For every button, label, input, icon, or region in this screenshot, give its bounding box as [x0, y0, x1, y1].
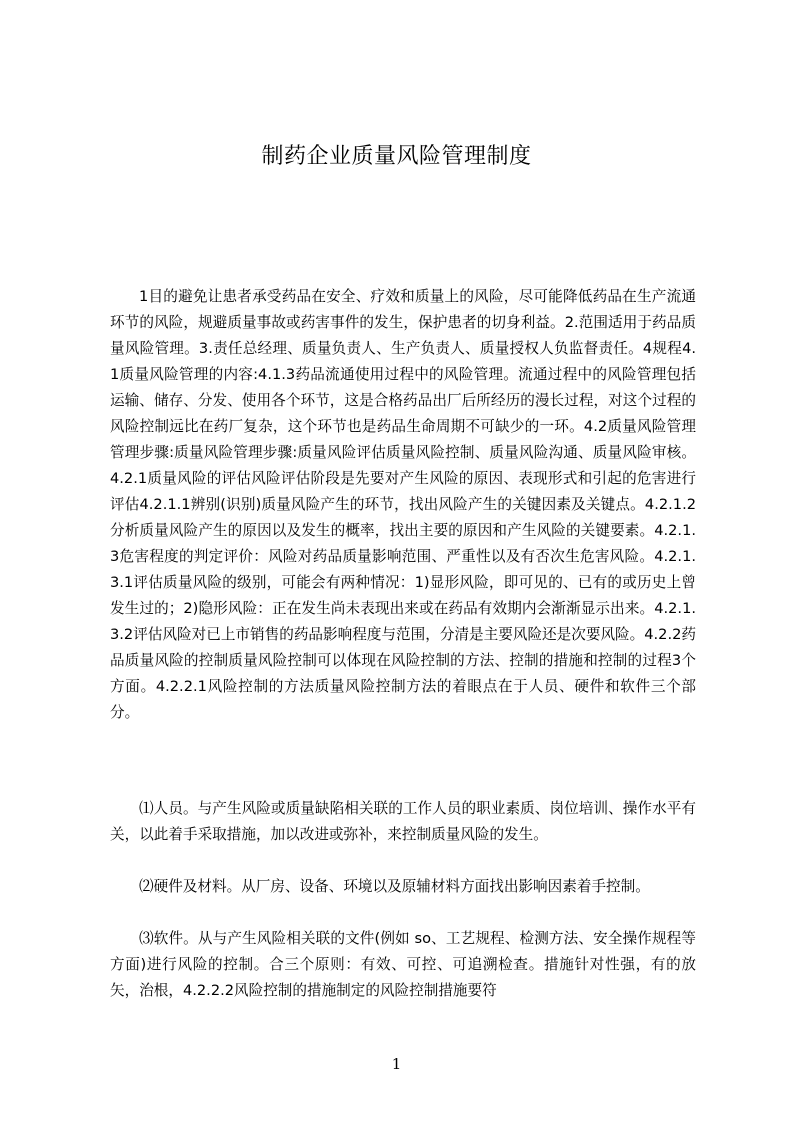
paragraph-main: 1目的避免让患者承受药品在安全、疗效和质量上的风险，尽可能降低药品在生产流通环节的风险，规避质量事故或药害事件的发生，保护患者的切身利益。2.范围适用于药品质量风险管理。3.责任总经理、质量负责人、生产负责人、质量授权人负监督责任。4规程4.1质量风险管理的内容:4.1.3药品流通使用过程中的风险管理。流通过程中的风险管理包括运输、储存、分发、使用各个环节，这是合格药品出厂后所经历的漫长过程，对这个过程的风险控制远比在药厂复杂，这个环节也是药品生命周期不可缺少的一环。4.2质量风险管理管理步骤:质量风险管理步骤:质量风险评估质量风险控制、质量风险沟通、质量风险审核。4.2.1质量风险的评估风险评估阶段是先要对产生风险的原因、表现形式和引起的危害进行评估4.2.1.1辨别(识别)质量风险产生的环节，找出风险产生的关键因素及关键点。4.2.1.2分析质量风险产生的原因以及发生的概率，找出主要的原因和产生风险的关键要素。4.2.1.3危害程度的判定评价：风险对药品质量影响范围、严重性以及有否次生危害风险。4.2.1.3.1评估质量风险的级别，可能会有两种情况：1)显形风险，即可见的、已有的或历史上曾发生过的；2)隐形风险：正在发生尚未表现出来或在药品有效期内会渐渐显示出来。4.2.1.3.2评估风险对已上市销售的药品影响程度与范围，分清是主要风险还是次要风险。4.2.2药品质量风险的控制质量风险控制可以体现在风险控制的方法、控制的措施和控制的过程3个方面。4.2.2.1风险控制的方法质量风险控制方法的着眼点在于人员、硬件和软件三个部分。 [110, 288, 696, 721]
paragraph-hardware: ⑵硬件及材料。从厂房、设备、环境以及原辅材料方面找出影响因素着手控制。 [139, 878, 650, 895]
page-number: 1 [391, 1055, 402, 1073]
document-title: 制药企业质量风险管理制度 [261, 144, 532, 169]
paragraph-software: ⑶软件。从与产生风险相关联的文件(例如 so、工艺规程、检测方法、安全操作规程等方面)进行风险的控制。合三个原则：有效、可控、可追溯检查。措施针对性强，有的放矢，治根，4.2.2.2风险控制的措施制定的风险控制措施要符 [110, 930, 696, 999]
paragraph-personnel: ⑴人员。与产生风险或质量缺陷相关联的工作人员的职业素质、岗位培训、操作水平有关，以此着手采取措施，加以改进或弥补，来控制质量风险的发生。 [110, 800, 696, 843]
